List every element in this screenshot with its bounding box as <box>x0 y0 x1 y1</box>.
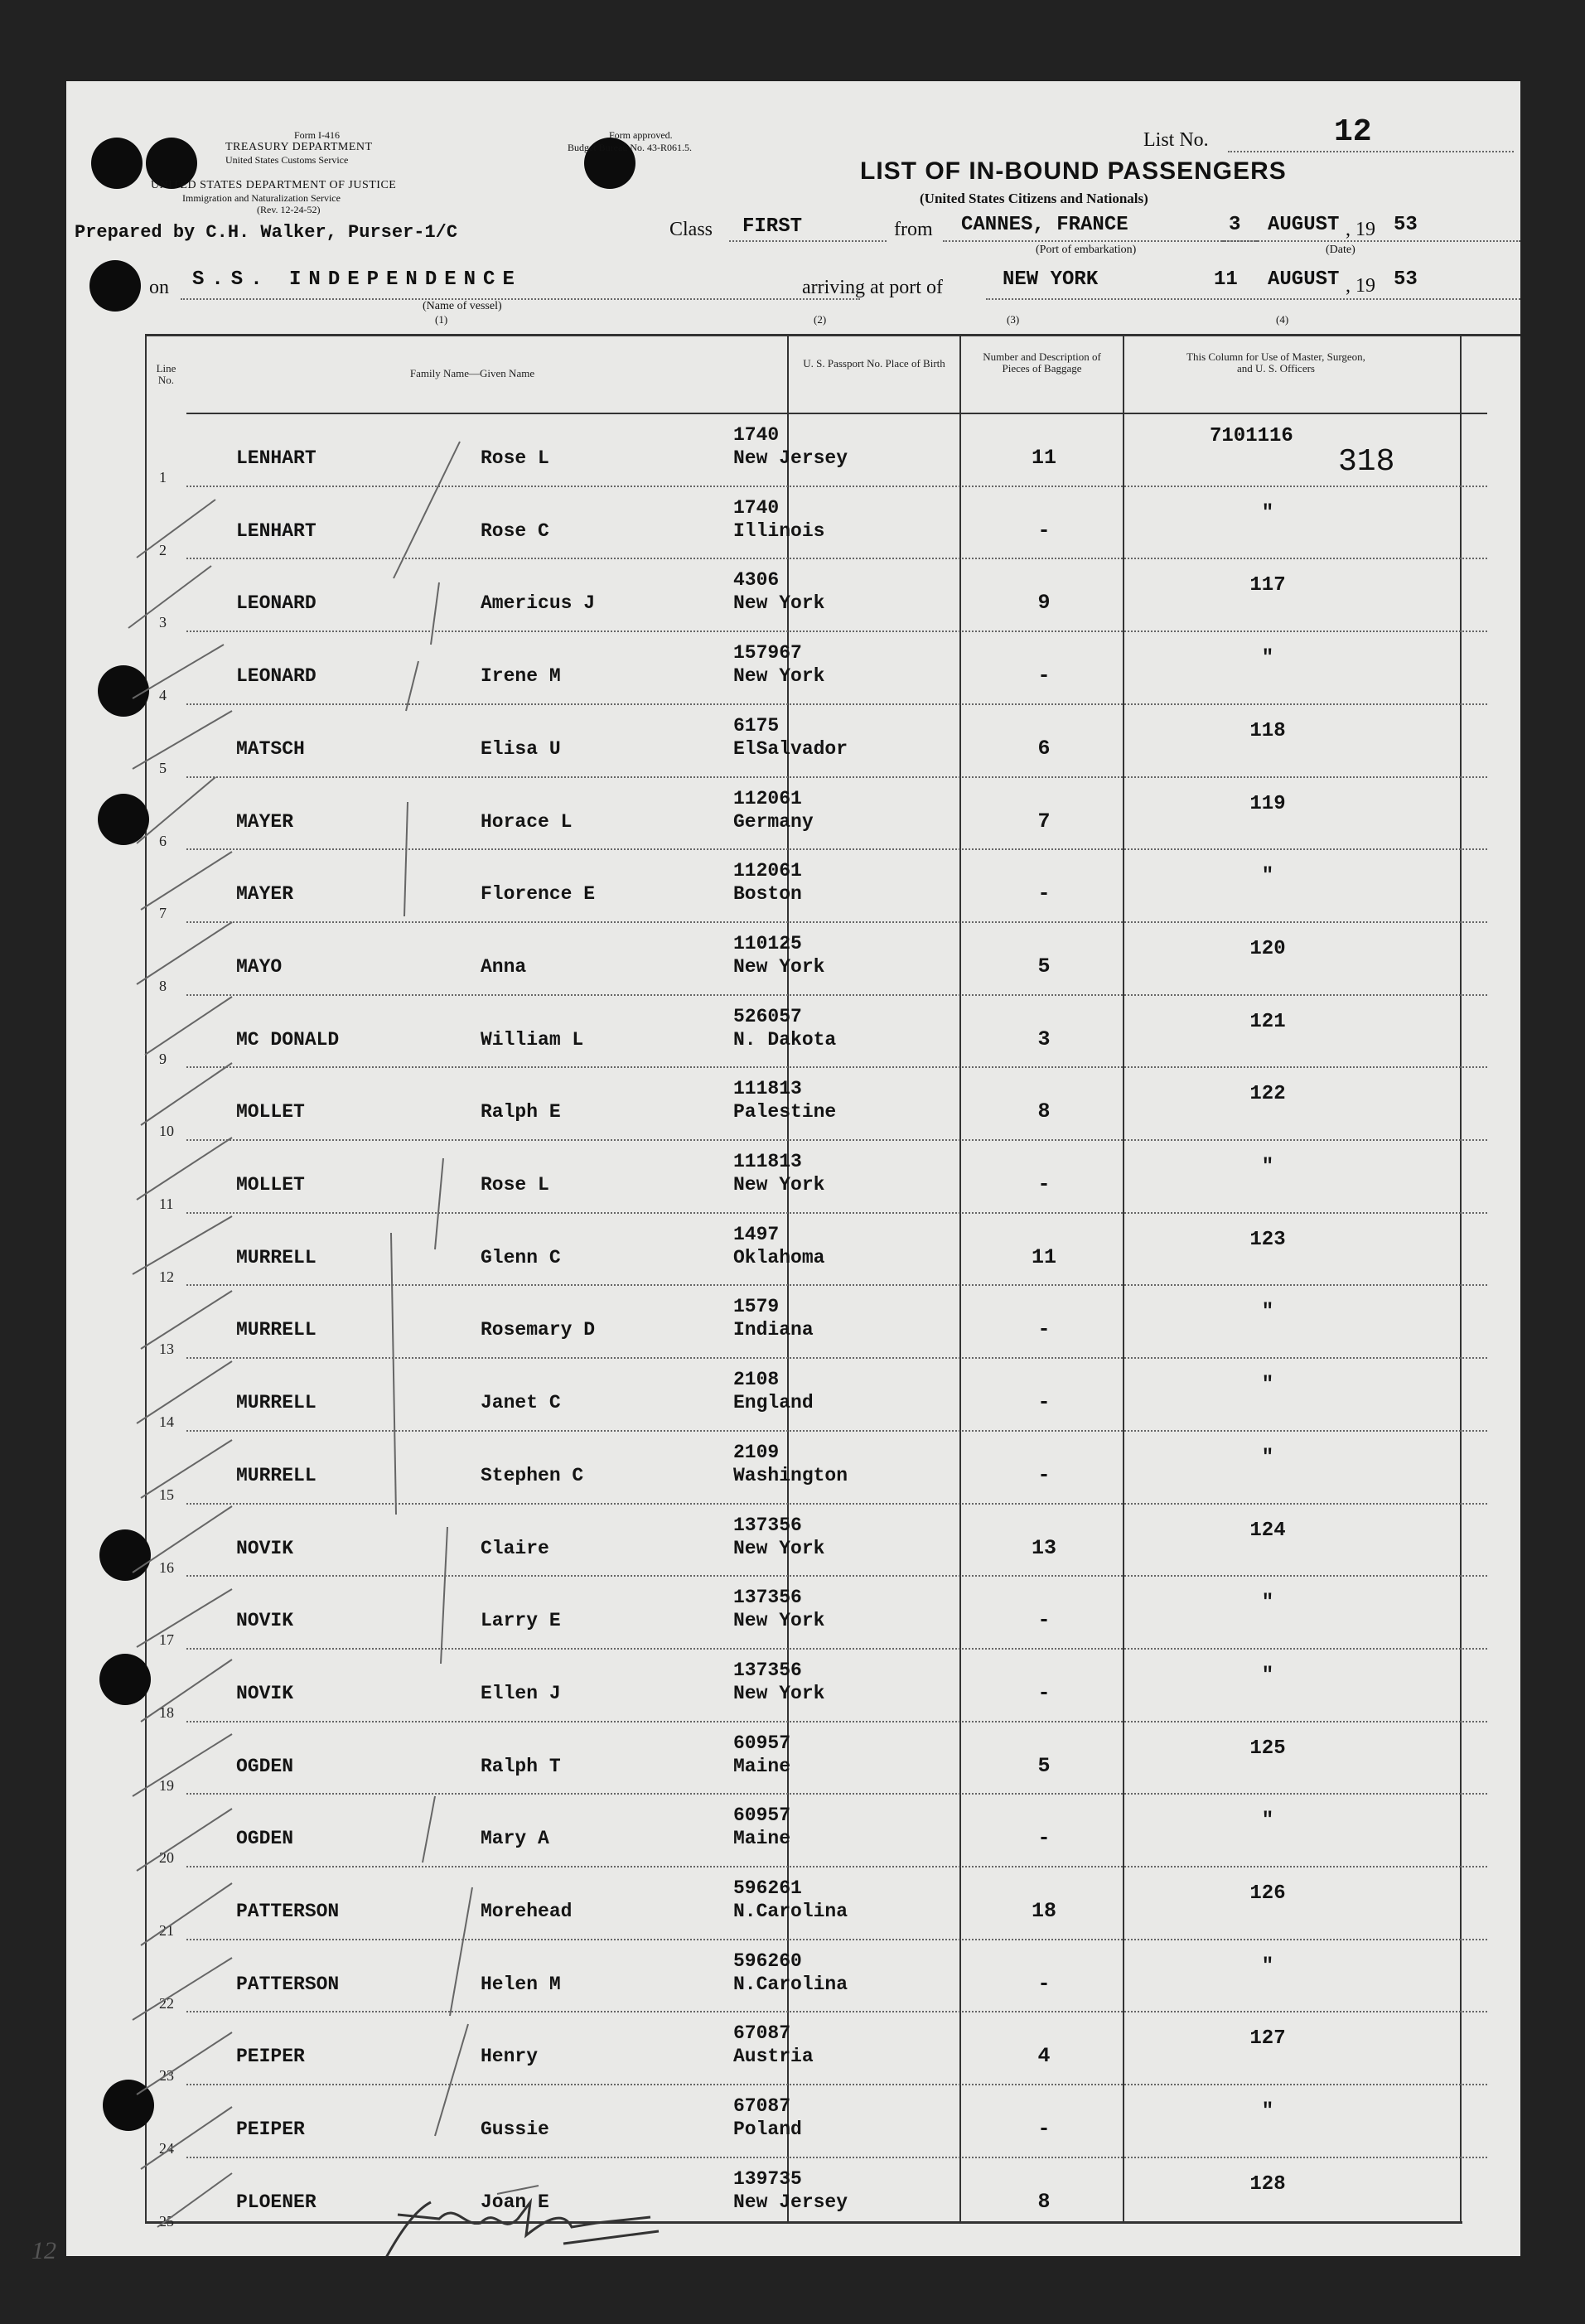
line-number: 20 <box>159 1849 174 1867</box>
line-number: 19 <box>159 1776 174 1794</box>
given-name: Larry E <box>481 1610 561 1632</box>
baggage-count: 11 <box>1031 446 1056 470</box>
line-number: 8 <box>159 977 167 994</box>
family-name: LEONARD <box>236 592 317 615</box>
given-name: Joan E <box>481 2191 549 2213</box>
arrival-year: 53 <box>1394 268 1418 291</box>
family-name: PATTERSON <box>236 1973 340 1995</box>
baggage-count: - <box>1037 1680 1051 1705</box>
baggage-count: 5 <box>1037 1753 1051 1778</box>
officer-entry: 119 <box>1249 792 1286 815</box>
given-name: Ralph T <box>481 1755 561 1777</box>
baggage-count: 18 <box>1031 1899 1056 1923</box>
given-name: Ellen J <box>481 1682 561 1704</box>
departure-day: 3 <box>1229 214 1241 236</box>
form-approved: Form approved. <box>609 129 673 141</box>
family-name: PATTERSON <box>236 1901 340 1922</box>
family-name: MATSCH <box>236 737 305 760</box>
header-baggage: Number and Description of Pieces of Baggage <box>983 350 1101 374</box>
line-number: 1 <box>159 469 167 486</box>
passport-number: 112061 <box>733 787 802 809</box>
from-label: from <box>894 219 933 240</box>
officer-entry: 118 <box>1249 719 1286 742</box>
place-of-birth: N.Carolina <box>733 1973 848 1995</box>
officer-entry: 123 <box>1249 1228 1286 1251</box>
place-of-birth: Germany <box>733 810 814 833</box>
officer-entry: " <box>1261 501 1274 524</box>
header-passport-birthplace: U. S. Passport No. Place of Birth <box>803 357 945 370</box>
passport-number: 139735 <box>733 2167 802 2190</box>
officer-entry: " <box>1261 647 1274 670</box>
place-of-birth: Washington <box>733 1464 848 1486</box>
given-name: Stephen C <box>481 1464 584 1486</box>
family-name: MURRELL <box>236 1392 317 1414</box>
header-line-no: Line No. <box>156 362 176 386</box>
vessel-caption: (Name of vessel) <box>423 300 502 312</box>
place-of-birth: N.Carolina <box>733 1901 848 1922</box>
place-of-birth: New York <box>733 1610 825 1632</box>
line-number: 18 <box>159 1703 174 1721</box>
given-name: Americus J <box>481 592 596 615</box>
line-number: 21 <box>159 1922 174 1939</box>
officer-entry: 121 <box>1249 1010 1286 1033</box>
place-of-birth: New York <box>733 592 825 615</box>
given-name: Rose L <box>481 1174 549 1196</box>
baggage-count: 8 <box>1037 2189 1051 2214</box>
given-name: Janet C <box>481 1392 561 1414</box>
baggage-count: - <box>1037 664 1051 689</box>
given-name: Morehead <box>481 1901 573 1922</box>
family-name: MURRELL <box>236 1319 317 1341</box>
given-name: Rose C <box>481 519 549 542</box>
baggage-count: 13 <box>1031 1535 1056 1560</box>
treasury-dept: TREASURY DEPARTMENT <box>225 141 373 153</box>
port-embarkation-caption: (Port of embarkation) <box>1036 244 1137 256</box>
passport-number: 60957 <box>733 1732 791 1754</box>
officer-entry: " <box>1261 2100 1274 2123</box>
class-label: Class <box>669 219 713 240</box>
given-name: Gussie <box>481 2119 549 2141</box>
line-number: 13 <box>159 1341 174 1358</box>
header-officers-use: This Column for Use of Master, Surgeon, and U. S. Officers <box>1186 350 1365 374</box>
passport-number: 111813 <box>733 1078 802 1100</box>
passport-number: 1579 <box>733 1296 780 1318</box>
place-of-birth: New York <box>733 955 825 978</box>
line-number: 17 <box>159 1631 174 1649</box>
page-title: LIST OF IN-BOUND PASSENGERS <box>860 157 1287 185</box>
officer-entry: 126 <box>1249 1882 1286 1905</box>
line-number: 9 <box>159 1050 167 1067</box>
place-of-birth: Indiana <box>733 1319 814 1341</box>
baggage-count: 3 <box>1037 1027 1051 1051</box>
line-number: 7 <box>159 905 167 922</box>
passport-number: 157967 <box>733 642 802 664</box>
column-number-2: (2) <box>814 313 827 326</box>
arrival-year-prefix: , 19 <box>1346 275 1375 297</box>
page-subtitle: (United States Citizens and Nationals) <box>920 191 1148 206</box>
place-of-birth: Oklahoma <box>733 1246 825 1268</box>
ins-service: Immigration and Naturalization Service <box>182 192 341 204</box>
customs-service: United States Customs Service <box>225 154 349 166</box>
baggage-count: - <box>1037 1826 1051 1851</box>
place-of-birth: New Jersey <box>733 2191 848 2213</box>
class-value: FIRST <box>742 215 803 238</box>
place-of-birth: New York <box>733 1682 825 1704</box>
passport-number: 60957 <box>733 1805 791 1827</box>
signature <box>381 2202 659 2256</box>
officer-entry: " <box>1261 865 1274 888</box>
given-name: Ralph E <box>481 1101 561 1123</box>
line-number: 22 <box>159 1994 174 2012</box>
date-caption: (Date) <box>1326 244 1355 256</box>
officer-entry: " <box>1261 1374 1274 1397</box>
form-revision: (Rev. 12-24-52) <box>257 204 321 215</box>
line-number: 24 <box>159 2140 174 2157</box>
column-number-4: (4) <box>1276 313 1289 326</box>
officer-entry: " <box>1261 1592 1274 1615</box>
given-name: William L <box>481 1028 584 1051</box>
arriving-label: arriving at port of <box>802 277 943 298</box>
baggage-count: - <box>1037 1462 1051 1487</box>
departure-year: 53 <box>1394 214 1418 236</box>
family-name: MOLLET <box>236 1174 305 1196</box>
family-name: MAYO <box>236 955 283 978</box>
family-name: OGDEN <box>236 1755 294 1777</box>
officer-stamp: 318 <box>1338 444 1395 480</box>
given-name: Glenn C <box>481 1246 561 1268</box>
passport-number: 111813 <box>733 1151 802 1172</box>
place-of-birth: New York <box>733 1174 825 1196</box>
line-number: 15 <box>159 1486 174 1503</box>
given-name: Anna <box>481 955 527 978</box>
given-name: Florence E <box>481 883 596 906</box>
baggage-count: - <box>1037 1317 1051 1342</box>
on-label: on <box>149 277 169 298</box>
port-of-embarkation: CANNES, FRANCE <box>961 214 1128 236</box>
family-name: PEIPER <box>236 2046 305 2068</box>
place-of-birth: Poland <box>733 2119 802 2141</box>
family-name: LENHART <box>236 519 317 542</box>
officer-entry: 125 <box>1249 1737 1286 1760</box>
passport-number: 67087 <box>733 2022 791 2045</box>
place-of-birth: Illinois <box>733 519 825 542</box>
family-name: LEONARD <box>236 665 317 688</box>
budget-bureau: Budget Bureau No. 43-R061.5. <box>568 142 692 153</box>
place-of-birth: New York <box>733 1537 825 1559</box>
passport-number: 110125 <box>733 932 802 954</box>
given-name: Henry <box>481 2046 539 2068</box>
place-of-birth: Palestine <box>733 1101 837 1123</box>
family-name: MURRELL <box>236 1246 317 1268</box>
line-number: 11 <box>159 1196 174 1212</box>
passport-number: 67087 <box>733 2095 791 2118</box>
officer-entry: 120 <box>1249 937 1286 960</box>
place-of-birth: Boston <box>733 883 802 906</box>
list-no-label: List No. <box>1143 129 1209 151</box>
place-of-birth: N. Dakota <box>733 1028 837 1051</box>
baggage-count: - <box>1037 518 1051 543</box>
place-of-birth: Maine <box>733 1828 791 1850</box>
passport-number: 596260 <box>733 1950 802 1972</box>
line-number: 12 <box>159 1268 174 1285</box>
baggage-count: 4 <box>1037 2044 1051 2069</box>
line-number: 6 <box>159 832 167 849</box>
column-number-3: (3) <box>1007 313 1020 326</box>
column-number-1: (1) <box>435 313 448 326</box>
passport-number: 596261 <box>733 1877 802 1899</box>
family-name: MURRELL <box>236 1464 317 1486</box>
officer-entry: " <box>1261 1664 1274 1687</box>
officer-entry: 117 <box>1249 574 1286 597</box>
manifest-page <box>31 81 1520 2264</box>
arrival-month: AUGUST <box>1268 268 1340 291</box>
passport-number: 1497 <box>733 1223 780 1245</box>
given-name: Rose L <box>481 447 549 469</box>
family-name: MC DONALD <box>236 1028 340 1051</box>
baggage-count: - <box>1037 1971 1051 1996</box>
arrival-port: NEW YORK <box>1003 268 1099 291</box>
passport-number: 137356 <box>733 1514 802 1536</box>
pencil-marks <box>66 81 1520 2256</box>
baggage-count: - <box>1037 1608 1051 1633</box>
passport-number: 526057 <box>733 1005 802 1027</box>
place-of-birth: Maine <box>733 1755 791 1777</box>
line-number: 10 <box>159 1123 174 1140</box>
officer-entry: " <box>1261 1156 1274 1178</box>
line-number: 2 <box>159 541 167 558</box>
place-of-birth: England <box>733 1392 814 1414</box>
baggage-count: 11 <box>1031 1244 1056 1269</box>
given-name: Mary A <box>481 1828 549 1850</box>
baggage-count: 6 <box>1037 736 1051 761</box>
passport-number: 2109 <box>733 1441 780 1463</box>
family-name: OGDEN <box>236 1828 294 1850</box>
family-name: NOVIK <box>236 1537 294 1559</box>
baggage-count: - <box>1037 882 1051 906</box>
margin-note: 12 <box>31 2237 56 2264</box>
baggage-count: - <box>1037 2117 1051 2142</box>
prepared-by: Prepared by C.H. Walker, Purser-1/C <box>75 222 458 243</box>
officer-entry: " <box>1261 1809 1274 1833</box>
family-name: NOVIK <box>236 1610 294 1632</box>
place-of-birth: Austria <box>733 2046 814 2068</box>
family-name: PEIPER <box>236 2119 305 2141</box>
officer-entry: 127 <box>1249 2027 1286 2051</box>
line-number: 3 <box>159 614 167 631</box>
officer-entry: 128 <box>1249 2172 1286 2196</box>
baggage-count: - <box>1037 1172 1051 1196</box>
departure-month: AUGUST <box>1268 214 1340 236</box>
justice-dept: UNITED STATES DEPARTMENT OF JUSTICE <box>151 179 397 191</box>
given-name: Helen M <box>481 1973 561 1995</box>
place-of-birth: New York <box>733 665 825 688</box>
baggage-count: - <box>1037 1390 1051 1415</box>
officer-entry: " <box>1261 1301 1274 1324</box>
baggage-count: 7 <box>1037 809 1051 833</box>
line-number: 23 <box>159 2067 174 2085</box>
officer-number: 7101116 <box>1210 425 1293 447</box>
given-name: Rosemary D <box>481 1319 596 1341</box>
baggage-count: 8 <box>1037 1099 1051 1124</box>
passport-number: 6175 <box>733 714 780 737</box>
family-name: MAYER <box>236 883 294 906</box>
given-name: Elisa U <box>481 737 561 760</box>
line-number: 4 <box>159 687 167 704</box>
baggage-count: 5 <box>1037 954 1051 978</box>
passport-number: 137356 <box>733 1587 802 1609</box>
departure-year-prefix: , 19 <box>1346 219 1375 240</box>
line-number: 14 <box>159 1413 174 1431</box>
officer-entry: 122 <box>1249 1083 1286 1106</box>
line-number: 25 <box>159 2212 174 2230</box>
officer-entry: " <box>1261 1446 1274 1469</box>
baggage-count: 9 <box>1037 591 1051 616</box>
arrival-day: 11 <box>1214 268 1238 291</box>
line-number: 16 <box>159 1558 174 1576</box>
passport-number: 2108 <box>733 1369 780 1391</box>
line-number: 5 <box>159 759 167 776</box>
given-name: Irene M <box>481 665 561 688</box>
given-name: Claire <box>481 1537 549 1559</box>
place-of-birth: New Jersey <box>733 447 848 469</box>
given-name: Horace L <box>481 810 573 833</box>
family-name: MAYER <box>236 810 294 833</box>
vessel-name: S.S. INDEPENDENCE <box>192 268 522 291</box>
header-family-given-name: Family Name—Given Name <box>409 367 535 379</box>
form-number: Form I-416 <box>294 129 340 141</box>
passport-number: 4306 <box>733 569 780 592</box>
passport-number: 112061 <box>733 860 802 882</box>
list-number: 12 <box>1334 114 1372 150</box>
family-name: LENHART <box>236 447 317 469</box>
officer-entry: " <box>1261 1954 1274 1978</box>
passport-number: 1740 <box>733 496 780 519</box>
passport-number: 137356 <box>733 1659 802 1681</box>
family-name: PLOENER <box>236 2191 317 2213</box>
place-of-birth: ElSalvador <box>733 737 848 760</box>
officer-entry: 124 <box>1249 1519 1286 1542</box>
family-name: NOVIK <box>236 1682 294 1704</box>
passport-number: 1740 <box>733 424 780 446</box>
family-name: MOLLET <box>236 1101 305 1123</box>
